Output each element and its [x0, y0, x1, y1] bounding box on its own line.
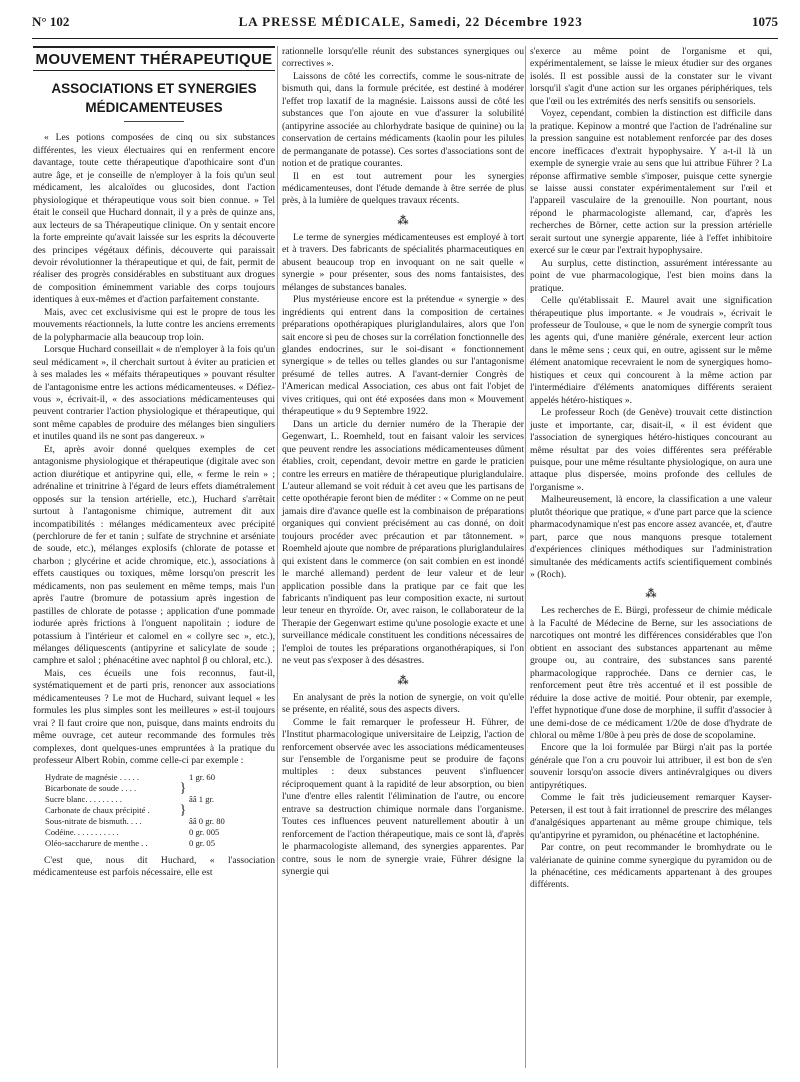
paragraph: Malheureusement, là encore, la classification a une valeur plutôt théorique que pratique, « d'une part parce que la science pharmacodynamique n'est pas encore assez avancée, et, d'autre part, parce que nous manquons presque totalement d'expériences cliniques méthodiques sur l'administration simultanée des médicaments actifs scientifiquement combinés » (Roch). [530, 494, 772, 581]
formula-row [45, 772, 275, 783]
article-title [33, 79, 275, 117]
formula-row [45, 794, 275, 805]
column-3 [530, 46, 772, 892]
journal-title: LA PRESSE MÉDICALE, Samedi, 22 Décembre 1923 [238, 14, 583, 29]
formula-dose: ââ 0 gr. 80 [189, 815, 225, 826]
article-title-line: ASSOCIATIONS ET SYNERGIES [51, 81, 257, 97]
formula-brace: } [179, 802, 187, 818]
formula-row [45, 802, 275, 818]
paragraph: Voyez, cependant, combien la distinction est difficile dans la pratique. Kepinow a montré que l'action de l'adrénaline sur la pression sanguine est notablement renforcée par des doses encore inefficaces d'extrait hypophysaire. Y a-t-il là un exemple de synergie vraie au sens que lui attribue Führer ? La réponse affirmative semble s'imposer, puisque cette synergie se laisse aussi constater expérimentalement sur l'œil et l'appareil vasculaire de la grenouille. Non pourtant, nous répond le pharmacologiste allemand, car, d'après les recherches de Börner, cette action sur la pression artérielle serait surtout une synergie apparente, liée à l'effet inhibitoire exercé sur le cœur par l'extrait hypophysaire. [530, 108, 772, 257]
paragraph: Le professeur Roch (de Genève) trouvait cette distinction juste et importante, car, disait-il, « il est évident que l'association de synergiques hétéro-histiques concourant au même résultat par des voies différentes sera préférable puisque, pour une même résultante physiologique, on aura une attaque plus dispersée, moins profonde des cellules de l'organisme ». [530, 407, 772, 493]
formula-dose: 0 gr. 005 [189, 826, 220, 837]
paragraph: Encore que la loi formulée par Bürgi n'ait pas la portée générale que l'on a cru pouvoir lui attribuer, il est bon de s'en souvenir lorsqu'on associe divers antinévralgiques ou divers antipyrétiques. [530, 742, 772, 791]
formula-row [45, 816, 275, 827]
section-title: MOUVEMENT THÉRAPEUTIQUE [35, 51, 273, 68]
formula-ingredient: Codéine. . . . . . . . . . . [45, 826, 119, 837]
paragraph: Celle qu'établissait E. Maurel avait une signification thérapeutique plus importante. « Je voudrais », écrivait le professeur de Toulouse, « que le nom de synergie comprît tous les agents qui, d'une manière générale, exercent leur action dans le même sens ; ceux qui, en outre, agissent sur le même élément anatomique recevraient le nom de synergiques homo-histiques et ceux qui concourent à la même action par l'intermédiaire d'éléments anatomiques différents seraient appelés hétéro-histiques ». [530, 295, 772, 406]
paragraph: Et, après avoir donné quelques exemples de cet antagonisme physiologique et thérapeutique (digitale avec son action diurétique et antipyrine qui, elle, « ferme le rein » ; adrénaline et trinitrine à l'égard de leurs effets diamétralement opposés sur la tension artérielle, etc.), Huchard s'arrêtait surtout à l'antagonisme chimique, autrement dit aux incompatibilités : mélanges médicamenteux avec précipité (perchlorure de fer et tanin ; sulfate de strychnine et arséniate de soude, etc.), mélanges explosifs (chlorate de potasse et charbon ; glycérine et acide chromique, etc.), associations à effets caustiques ou toxiques, même lorsqu'on prescrit les médicaments, non pas seulement en même temps, mais l'un après l'autre (bromure de potassium après ingestion de pastilles de chlorate de potasse ; application d'une pommade iodurée après frictions à l'onguent napolitain ; iodure de potassium à l'intérieur et calomel en « collyre sec », etc.), mélanges déliquescents (antipyrine et salicylate de soude ; camphre et salol ; phénacétine avec naphtol β ou chloral, etc.). [33, 443, 275, 667]
section-stars: ⁂ [397, 674, 409, 687]
formula-dose: ââ 1 gr. [189, 793, 215, 804]
formula-row [45, 780, 275, 796]
paragraph: rationnelle lorsqu'elle réunit des substances synergiques ou correctives ». [282, 46, 524, 70]
paragraph: En analysant de près la notion de synergie, on voit qu'elle se présente, en réalité, sous des aspects divers. [282, 691, 524, 716]
formula-ingredient: Oléo-saccharure de menthe . . [45, 837, 148, 848]
paragraph: Par contre, on peut recommander le bromhydrate ou le valérianate de quinine comme synergique du pyramidon ou de la phénacétine, ces médicaments appartenant à des groupes différents. [530, 842, 772, 891]
paragraph: « Les potions composées de cinq ou six substances différentes, les vieux électuaires qui en renferment encore davantage, toute cette thérapeutique d'apothicaire sont d'un autre âge, et je conseille de n'employer à la fois qu'un seul médicament, les alcaloïdes ou glucosides, dont l'action physiologique et thérapeutique vous soit bien connue. » Tel était le conseil que Huchard donnait, il y a près de quinze ans, aux lecteurs de sa Thérapeutique clinique. On y sentait encore la forte empreinte qu'avait laissée sur les esprits la découverte des principes végétaux définis, découverte qui paraissait devoir révolutionner la thérapeutique et qui, de fait, permit de réaliser des progrès considérables en substituant aux drogues de composition éminemment variable des corps toujours identiques à eux-mêmes et d'action parfaitement constante. [33, 132, 275, 306]
paragraph: Le terme de synergies médicamenteuses est employé à tort et à travers. Des fabricants de spécialités pharmaceutiques en abusent beaucoup trop en invoquant on ne sait quelle « synergie » pour présenter, sous des noms fantaisistes, des mélanges de substances banales. [282, 231, 524, 293]
formula-brace: } [179, 780, 187, 796]
paragraph: Les recherches de E. Bürgi, professeur de chimie médicale à la Faculté de Médecine de Berne, sur les associations de narcotiques ont montré les différences considérables que l'on obtient en associant des substances appartenant au même groupe ou, au contraire, des substances sans parenté pharmacologique rapprochée. Dans ce dernier cas, le renforcement peut être très accentué et il est possible de réduire la dose active de moitié. Pour obtenir, par exemple, l'effet hypnotique d'une dose de morphine, il suffit d'associer à une demi-dose de ce médicament 1/20e de dose d'hydrate de chloral ou même 1/80e à peu près de dose de scopolamine. [530, 605, 772, 742]
paragraph: C'est que, nous dit Huchard, « l'association médicamenteuse est parfois nécessaire, elle est [33, 854, 275, 879]
formula-ingredient: Hydrate de magnésie . . . . . [45, 771, 140, 782]
formula-ingredient: Sucre blanc. . . . . . . . . [45, 793, 122, 804]
formula-row [45, 827, 275, 838]
formula-ingredient: Carbonate de chaux précipité . [45, 804, 150, 815]
article-title-line: MÉDICAMENTEUSES [85, 100, 223, 116]
paragraph: Mais, ces écueils une fois reconnus, faut-il, systématiquement et de parti pris, renoncer aux associations médicamenteuses ? Le mot de Huchard, suivant lequel « les formules les plus simples sont les meilleures » est-il toujours vrai ? Il faut croire que non, puisque, dans maints endroits du même ouvrage, cet auteur recommande des formules très complexes, dont quelques-unes empruntées à la pratique du professeur Albert Robin, comme celle-ci par exemple : [33, 667, 275, 767]
page-number: 1075 [752, 14, 778, 29]
formula-row [45, 838, 275, 849]
paragraph: Laissons de côté les correctifs, comme le sous-nitrate de bismuth qui, dans la formule précitée, est destiné à modérer l'effet trop laxatif de la magnésie. Laissons aussi de côté les substances que l'on ajoute en vue d'assurer la solubilité (antipyrine associée au chlorhydrate basique de quinine) ou la conservation de certains médicaments (kaolin pour les pilules de permanganate de potasse). Ces sortes d'associations sont de notion et de pratique courantes. [282, 70, 524, 170]
paragraph: Au surplus, cette distinction, assurément intéressante au point de vue pharmacologique, l'est bien moins dans la pratique. [530, 257, 772, 294]
section-header [33, 46, 275, 71]
issue-number: N° 102 [32, 14, 70, 29]
paragraph: Dans un article du dernier numéro de la Therapie der Gegenwart, L. Roemheld, tout en faisant valoir les services que peuvent rendre les associations médicamenteuses dûment établies, croit, cependant, devoir mettre en garde le praticien contre les erreurs en matière de thérapeutique pluriglandulaire. L'auteur allemand se voit réduit à cet aveu que les partisans de cette opothérapie feront bien de méditer : « Comme on ne peut jamais dire d'avance quelle est la combinaison de préparations organiques qui convient précisément au cas donné, on doit toujours procéder avec précaution et par tâtonnement. » Roemheld ajoute que nombre de préparations pluriglandulaires qui existent dans le commerce (on sait combien en est inondé le marché allemand) perdent de leur valeur et de leur application possible dans la pratique par ce fait que les fabricants n'indiquent pas leur composition exacte, ni surtout leur teneur en thyroïde. Or, avec raison, le collaborateur de la Therapie der Gegenwart estime qu'une posologie exacte et une surveillance médicale constituent les conditions nécessaires de l'emploi de toutes les préparations organothérapiques, si l'on ne veut pas s'exposer à des désastres. [282, 418, 524, 667]
column-divider [525, 46, 526, 1068]
paragraph: Comme le fait remarquer le professeur H. Führer, de l'Institut pharmacologique universitaire de Leipzig, l'action de renforcement observée avec les associations médicamenteuses sur l'ensemble de l'organisme peut se produire de façons multiples : deux substances peuvent s'influencer réciproquement quant à la rapidité de leur absorption, ou bien l'une d'entre elles ralentit l'élimination de l'autre, ou encore entrave sa destruction chimique normale dans l'organisme. Toutes ces influences peuvent naturellement aboutir à un renforcement de l'action thérapeutique, mais ce sont là, d'après le pharmacologiste allemand, des synergies apparentes. Par contre, sous le nom de synergie vraie, Führer désigne la synergie qui [282, 716, 524, 878]
section-stars: ⁂ [645, 588, 657, 601]
section-stars: ⁂ [397, 214, 409, 227]
paragraph: s'exerce au même point de l'organisme et qui, expérimentalement, se laisse le mieux étudier sur des organes isolés. Il est possible aussi de la constater sur le vivant lorsqu'il s'agit d'une action sur les organes périphériques, tels que l'œil ou les extrémités des nerfs sensitifs ou sensoriels. [530, 46, 772, 107]
paragraph: Plus mystérieuse encore est la prétendue « synergie » des ingrédients qui entrent dans la composition de certaines préparations opothérapiques pluriglandulaires, alors que l'on sait encore si peu de choses sur la corrélation fonctionnelle des glandes endocrines, sur le soi-disant « fonctionnement synergique » de telles ou telles glandes ou sur l'antagonisme présumé de telles autres. A l'avant-dernier Congrès de l'American medical Association, ces abus ont fait l'objet de vives critiques, qui ont été exposées dans mon « Mouvement thérapeutique » du 9 Septembre 1922. [282, 294, 524, 418]
title-rule [124, 121, 184, 122]
formula-ingredient: Sous-nitrate de bismuth. . . . [45, 815, 142, 826]
formula-dose: 0 gr. 05 [189, 837, 216, 848]
header-rule [32, 38, 778, 39]
prescription-formula [45, 772, 275, 849]
page-header [32, 14, 778, 36]
formula-ingredient: Bicarbonate de soude . . . . [45, 782, 137, 793]
paragraph: Lorsque Huchard conseillait « de n'employer à la fois qu'un seul médicament », il cherchait surtout à éviter au praticien et à ses malades les « méfaits thérapeutiques » pouvant résulter de l'antagonisme entre les actions médicamenteuses. « Défiez-vous », écrivait-il, « des associations médicamenteuses qui peuvent contrarier l'action physiologique et thérapeutique, qui sont même capables de produire des mélanges bien singuliers et inutiles quand ils ne sont pas dangereux. » [33, 344, 275, 443]
paragraph: Il en est tout autrement pour les synergies médicamenteuses, dont l'étude demande à être serrée de plus près, à la lumière de quelques travaux récents. [282, 170, 524, 207]
column-2 [282, 46, 524, 879]
formula-dose: 1 gr. 60 [189, 771, 216, 782]
column-1 [33, 46, 275, 879]
column-divider [277, 46, 278, 1068]
paragraph: Comme le fait très judicieusement remarquer Kayser-Petersen, il est tout à fait irrationnel de prescrire des mélanges d'analgésiques appartenant au même groupe chimique, tels qu'antipyrine et pyramidon, ou phénacétine et lactophénine. [530, 792, 772, 841]
paragraph: Mais, avec cet exclusivisme qui est le propre de tous les mouvements réactionnels, la lutte contre les anciens errements de la polypharmacie alla beaucoup trop loin. [33, 306, 275, 343]
